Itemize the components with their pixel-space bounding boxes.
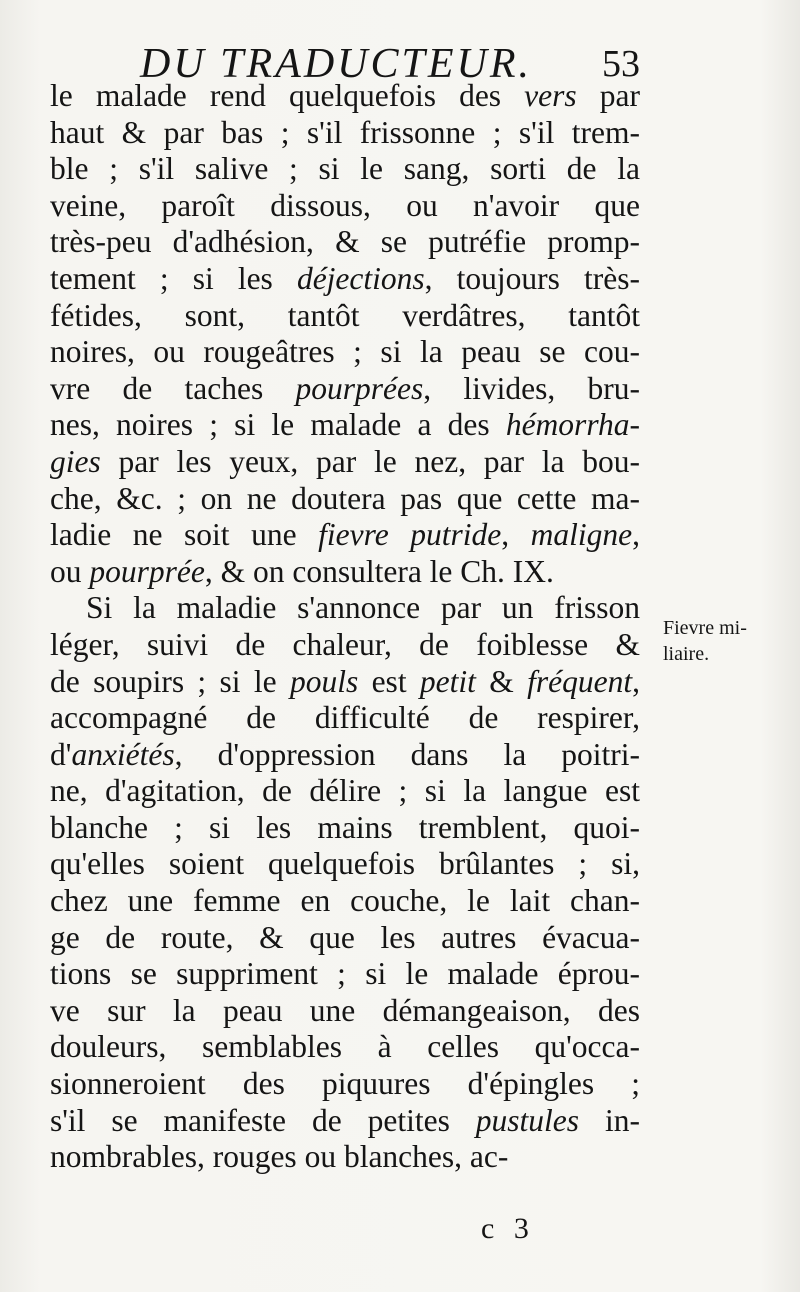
- text-line: [50, 846, 640, 883]
- text-run: ve sur la peau une démangeaison, des: [50, 992, 640, 1028]
- text-line: [50, 810, 640, 847]
- text-line: [50, 1066, 640, 1103]
- italic-text: pouls: [289, 663, 359, 699]
- text-run: est: [358, 663, 420, 699]
- italic-text: pourprée: [89, 553, 205, 589]
- text-run: blanche ; si les mains tremblent, quoi-: [50, 809, 640, 845]
- text-run: s'il se manifeste de petites: [50, 1102, 476, 1138]
- text-run: ge de route, & que les autres évacua-: [50, 919, 640, 955]
- margin-note-line: Fievre mi-: [663, 617, 747, 639]
- italic-text: hémorrha-: [505, 407, 640, 443]
- text-run: fétides, sont, tantôt verdâtres, tantôt: [50, 297, 640, 333]
- text-run: de soupirs ; si le: [50, 663, 290, 699]
- text-run: haut & par bas ; s'il frissonne ; s'il trem-: [50, 114, 640, 150]
- text-run: in-: [579, 1102, 640, 1138]
- text-run: ,: [501, 517, 531, 553]
- text-run: , d'oppression dans la poitri-: [174, 736, 640, 772]
- italic-text: pourprées: [295, 370, 424, 406]
- italic-text: fievre putride: [318, 517, 502, 553]
- text-line: [50, 151, 640, 188]
- text-line: [50, 261, 640, 298]
- text-run: , livides, bru-: [423, 370, 641, 406]
- text-line: [50, 883, 640, 920]
- text-run: qu'elles soient quelquefois brûlantes ; si,: [50, 846, 640, 882]
- body-text: [50, 78, 640, 1176]
- italic-text: gies: [50, 443, 101, 479]
- text-run: nes, noires ; si le malade a des: [50, 407, 506, 443]
- text-line: [50, 517, 640, 554]
- text-run: ble ; s'il salive ; si le sang, sorti de la: [50, 151, 640, 187]
- text-run: tement ; si les: [50, 260, 297, 296]
- text-run: veine, paroît dissous, ou n'avoir que: [50, 187, 640, 223]
- text-line: [50, 188, 640, 225]
- text-run: chez une femme en couche, le lait chan-: [50, 883, 640, 919]
- text-line: [50, 773, 640, 810]
- text-run: , toujours très-: [424, 260, 640, 296]
- text-run: d': [50, 736, 72, 772]
- page-number: 53: [602, 43, 640, 85]
- text-run: , & on consultera le Ch. IX.: [204, 553, 554, 589]
- text-line: [50, 920, 640, 957]
- italic-text: déjections: [296, 260, 425, 296]
- text-line: [50, 298, 640, 335]
- text-line: [50, 956, 640, 993]
- text-run: ,: [632, 517, 640, 553]
- text-line: [50, 1139, 640, 1176]
- text-run: &: [475, 663, 528, 699]
- text-line: [50, 224, 640, 261]
- text-line: [50, 78, 640, 115]
- text-run: tions se suppriment ; si le malade éprou-: [50, 956, 640, 992]
- text-run: ladie ne soit une: [50, 517, 319, 553]
- text-run: léger, suivi de chaleur, de foiblesse &: [50, 626, 640, 662]
- text-line: [50, 1029, 640, 1066]
- text-line: [50, 664, 640, 701]
- text-run: par les yeux, par le nez, par la bou-: [100, 443, 640, 479]
- text-line: [50, 993, 640, 1030]
- text-line: [50, 700, 640, 737]
- text-run: sionneroient des piquures d'épingles ;: [50, 1066, 640, 1102]
- italic-text: petit: [419, 663, 476, 699]
- text-line: [50, 627, 640, 664]
- text-line: [50, 407, 640, 444]
- text-line: [50, 554, 640, 591]
- text-line: [50, 590, 640, 627]
- italic-text: maligne: [530, 517, 633, 553]
- text-line: [50, 737, 640, 774]
- text-run: douleurs, semblables à celles qu'occa-: [50, 1029, 640, 1065]
- text-run: accompagné de difficulté de respirer,: [50, 700, 640, 736]
- text-line: [50, 481, 640, 518]
- text-line: [50, 444, 640, 481]
- italic-text: anxiétés: [71, 736, 175, 772]
- text-run: ne, d'agitation, de délire ; si la langue est: [50, 773, 640, 809]
- text-run: vre de taches: [50, 370, 296, 406]
- text-line: [50, 1103, 640, 1140]
- text-run: très-peu d'adhésion, & se putréfie promp-: [50, 224, 640, 260]
- text-run: ,: [632, 663, 640, 699]
- text-run: le malade rend quelquefois des: [50, 78, 525, 113]
- margin-note: [663, 615, 793, 667]
- text-line: [50, 115, 640, 152]
- text-run: Si la maladie s'annonce par un frisson: [86, 590, 640, 626]
- text-run: par: [576, 78, 640, 113]
- running-title: DU TRADUCTEUR.: [140, 41, 533, 87]
- italic-text: pustules: [475, 1102, 580, 1138]
- text-line: [50, 334, 640, 371]
- text-run: nombrables, rouges ou blanches, ac-: [50, 1139, 509, 1175]
- text-run: che, &c. ; on ne doutera pas que cette ma-: [50, 480, 640, 516]
- signature-mark: c 3: [481, 1212, 535, 1245]
- italic-text: vers: [524, 78, 577, 113]
- text-run: noires, ou rougeâtres ; si la peau se cou-: [50, 334, 640, 370]
- text-run: ou: [50, 553, 90, 589]
- margin-note-line: liaire.: [663, 643, 710, 665]
- italic-text: fréquent: [527, 663, 633, 699]
- text-line: [50, 371, 640, 408]
